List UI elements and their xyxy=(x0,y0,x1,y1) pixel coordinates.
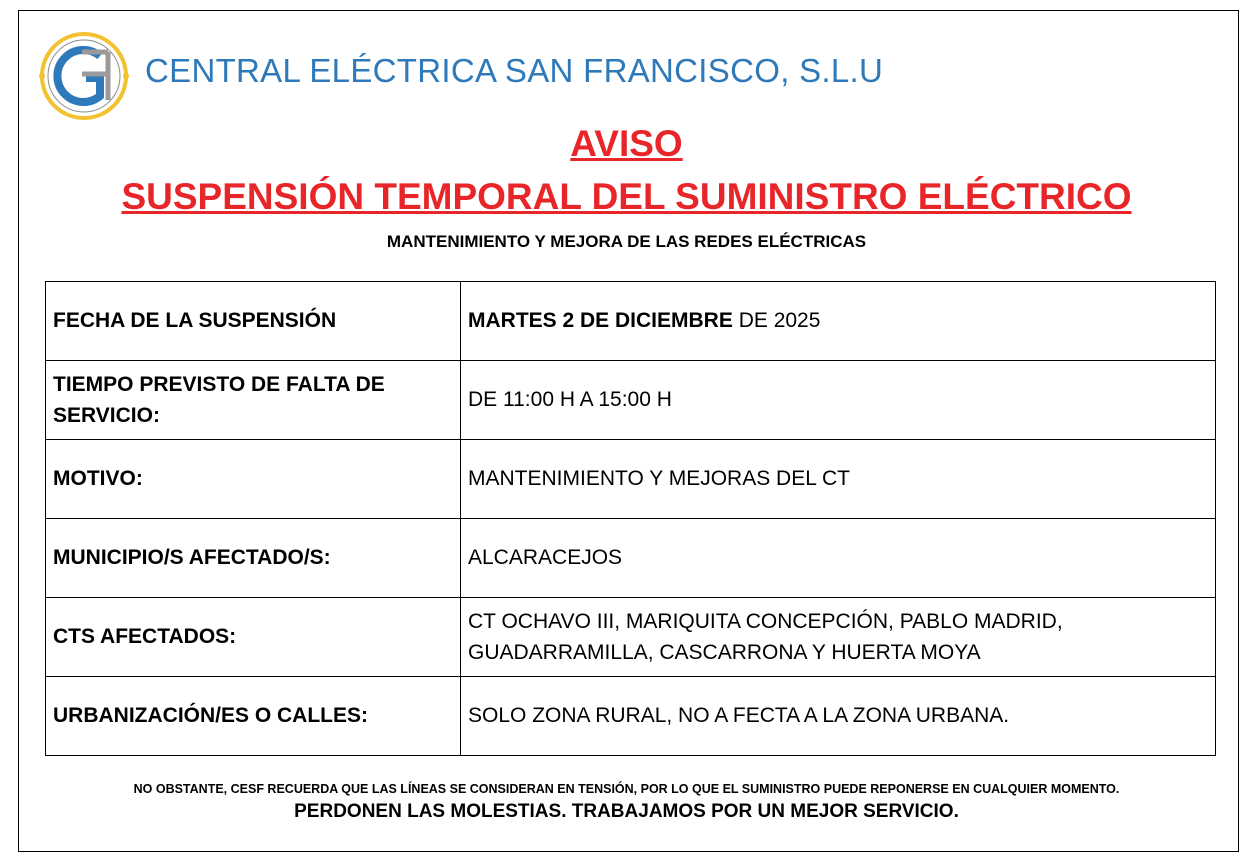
notice-title: AVISO xyxy=(570,123,683,164)
row-label: TIEMPO PREVISTO DE FALTA DE SERVICIO: xyxy=(46,361,461,440)
row-value-text: DE 2025 xyxy=(732,309,821,333)
row-value: ALCARACEJOS xyxy=(461,519,1216,598)
row-value xyxy=(461,282,1216,361)
table-row xyxy=(46,677,1216,756)
notice-subheading: MANTENIMIENTO Y MEJORA DE LAS REDES ELÉCTRICAS xyxy=(386,232,867,251)
row-value: CT OCHAVO III, MARIQUITA CONCEPCIÓN, PABLO MADRID, GUADARRAMILLA, CASCARRONA Y HUERTA MOYA xyxy=(461,598,1216,677)
suspension-details-table xyxy=(45,281,1216,756)
row-label: URBANIZACIÓN/ES O CALLES: xyxy=(46,677,461,756)
notice-headline: SUSPENSIÓN TEMPORAL DEL SUMINISTRO ELÉCTRICO xyxy=(121,176,1132,217)
table-row xyxy=(46,440,1216,519)
footer-closing: PERDONEN LAS MOLESTIAS. TRABAJAMOS POR UN MEJOR SERVICIO. xyxy=(294,801,959,822)
row-value: SOLO ZONA RURAL, NO A FECTA A LA ZONA URBANA. xyxy=(461,677,1216,756)
table-row xyxy=(46,361,1216,440)
cesf-logo-icon xyxy=(38,30,130,122)
table-row xyxy=(46,519,1216,598)
company-name: CENTRAL ELÉCTRICA SAN FRANCISCO, S.L.U xyxy=(145,52,884,89)
row-label: MUNICIPIO/S AFECTADO/S: xyxy=(46,519,461,598)
table-row xyxy=(46,282,1216,361)
row-value: DE 11:00 H A 15:00 H xyxy=(461,361,1216,440)
row-value: MANTENIMIENTO Y MEJORAS DEL CT xyxy=(461,440,1216,519)
row-label: FECHA DE LA SUSPENSIÓN xyxy=(46,282,461,361)
row-label: MOTIVO: xyxy=(46,440,461,519)
row-value-bold: MARTES 2 DE DICIEMBRE xyxy=(468,309,733,333)
footer-note: NO OBSTANTE, CESF RECUERDA QUE LAS LÍNEAS SE CONSIDERAN EN TENSIÓN, POR LO QUE EL SUMINISTRO PUEDE REPONERSE EN CUALQUIER MOMENTO. xyxy=(133,782,1120,796)
row-label: CTS AFECTADOS: xyxy=(46,598,461,677)
table-row xyxy=(46,598,1216,677)
